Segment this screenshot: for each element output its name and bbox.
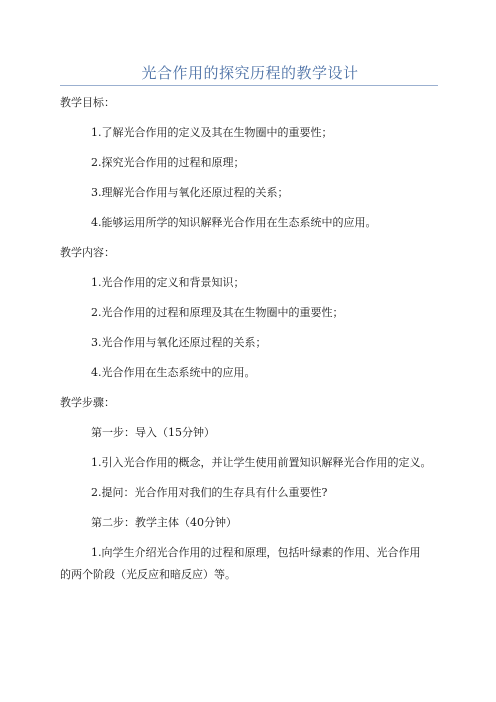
step1-item-1: 1.引入光合作用的概念，并让学生使用前置知识解释光合作用的定义。: [91, 456, 432, 469]
document-title: 光合作用的探究历程的教学设计: [141, 64, 359, 82]
objectives-heading: 教学目标：: [60, 96, 115, 109]
content-item-3: 3.光合作用与氧化还原过程的关系；: [91, 336, 267, 349]
steps-heading: 教学步骤：: [60, 396, 115, 409]
step1-item-2: 2.提问：光合作用对我们的生存具有什么重要性?: [91, 486, 328, 499]
content-item-4: 4.光合作用在生态系统中的应用。: [91, 366, 256, 379]
content-heading: 教学内容：: [60, 246, 115, 259]
objective-item-3: 3.理解光合作用与氧化还原过程的关系；: [91, 186, 289, 199]
objective-item-1: 1.了解光合作用的定义及其在生物圈中的重要性；: [91, 126, 333, 139]
step1-heading: 第一步：导入（15分钟）: [91, 426, 215, 439]
title-underline: [60, 85, 438, 86]
objective-item-2: 2.探究光合作用的过程和原理；: [91, 156, 245, 169]
content-item-1: 1.光合作用的定义和背景知识；: [91, 276, 245, 289]
step2-item-1-line-2: 的两个阶段（光反应和暗反应）等。: [60, 568, 236, 581]
content-item-2: 2.光合作用的过程和原理及其在生物圈中的重要性；: [91, 306, 344, 319]
objective-item-4: 4.能够运用所学的知识解释光合作用在生态系统中的应用。: [91, 216, 377, 229]
step2-item-1-line-1: 1.向学生介绍光合作用的过程和原理，包括叶绿素的作用、光合作用: [91, 546, 421, 559]
step2-heading: 第二步：教学主体（40分钟）: [91, 516, 237, 529]
